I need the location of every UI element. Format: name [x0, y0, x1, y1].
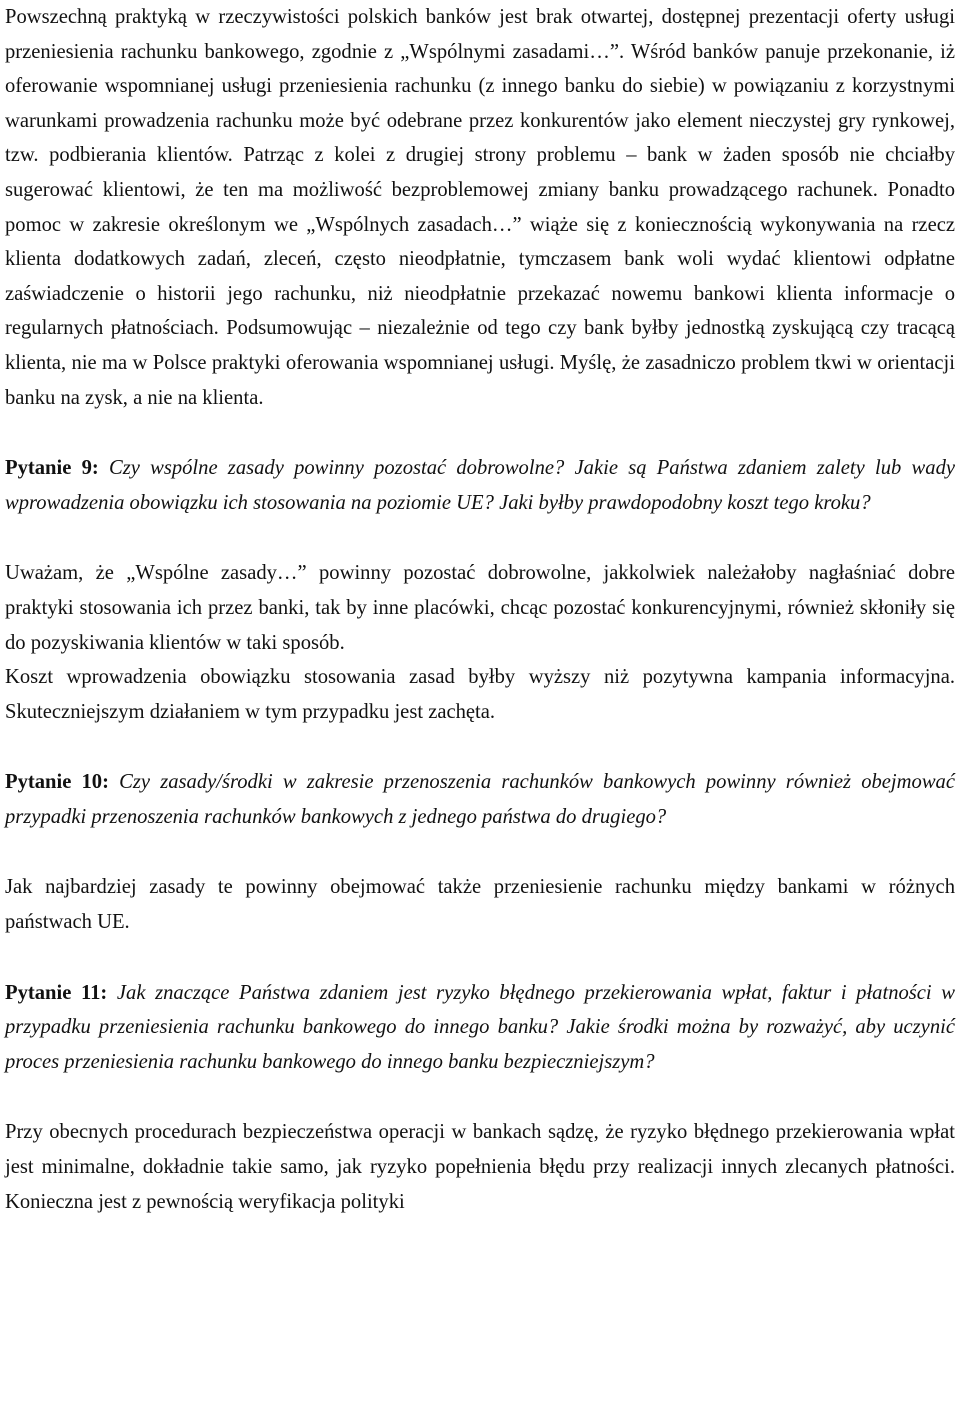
- answer-10-paragraph-1: Jak najbardziej zasady te powinny obejmować także przeniesienie rachunku między bankami w różnych państwach UE.: [5, 876, 955, 934]
- question-11-label: Pytanie 11:: [5, 981, 108, 1004]
- question-9: [5, 451, 955, 520]
- document-page: [5, 0, 955, 1219]
- question-9-text: Czy wspólne zasady powinny pozostać dobrowolne? Jakie są Państwa zdaniem zalety lub wady wprowadzenia obowiązku ich stosowania na poziomie UE? Jaki byłby prawdopodobny koszt tego kroku?: [5, 457, 956, 514]
- question-9-label: Pytanie 9:: [5, 457, 99, 480]
- intro-paragraph: Powszechną praktyką w rzeczywistości polskich banków jest brak otwartej, dostępnej prezentacji oferty usługi przeniesienia rachunku bankowego, zgodnie z „Wspólnymi zasadami…”. Wśród banków panuje przekonanie, iż oferowanie wspomnianej usługi przeniesienia rachunku (z innego banku do siebie) w powiązaniu z korzystnymi warunkami prowadzenia rachunku może być odebrane przez konkurentów jako element nieczystej gry rynkowej, tzw. podbierania klientów. Patrząc z kolei z drugiej strony problemu – bank w żaden sposób nie chciałby sugerować klientowi, że ten ma możliwość bezproblemowej zmiany banku prowadzącego rachunek. Ponadto pomoc w zakresie określonym we „Wspólnych zasadach…” wiąże się z koniecznością wykonywania na rzecz klienta dodatkowych zadań, zleceń, często nieodpłatnie, tymczasem bank woli wydać klientowi odpłatne zaświadczenie o historii jego rachunku, niż nieodpłatnie przekazać nowemu bankowi klienta informacje o regularnych płatnościach. Podsumowując – niezależnie od tego czy bank byłby jednostką zyskującą czy tracącą klienta, nie ma w Polsce praktyki oferowania wspomnianej usługi. Myślę, że zasadniczo problem tkwi w orientacji banku na zysk, a nie na klienta.: [5, 6, 955, 409]
- question-10-label: Pytanie 10:: [5, 771, 109, 794]
- answer-9-paragraph-2: Koszt wprowadzenia obowiązku stosowania zasad byłby wyższy niż pozytywna kampania informacyjna. Skuteczniejszym działaniem w tym przypadku jest zachęta.: [5, 666, 955, 723]
- answer-11-paragraph-1: Przy obecnych procedurach bezpieczeństwa operacji w bankach sądzę, że ryzyko błędnego przekierowania wpłat jest minimalne, dokładnie takie samo, jak ryzyko popełnienia błędu przy realizacji innych zlecanych płatności. Konieczna jest z pewnością weryfikacja polityki: [5, 1121, 955, 1213]
- answer-9-paragraph-1: Uważam, że „Wspólne zasady…” powinny pozostać dobrowolne, jakkolwiek należałoby nagłaśniać dobre praktyki stosowania ich przez banki, tak by inne placówki, chcąc pozostać konkurencyjnymi, również skłoniły się do pozyskiwania klientów w taki sposób.: [5, 562, 955, 654]
- question-10: [5, 765, 955, 834]
- question-10-text: Czy zasady/środki w zakresie przenoszenia rachunków bankowych powinny również obejmować przypadki przenoszenia rachunków bankowych z jednego państwa do drugiego?: [5, 771, 955, 828]
- question-11: [5, 976, 955, 1080]
- question-11-text: Jak znaczące Państwa zdaniem jest ryzyko błędnego przekierowania wpłat, faktur i płatności w przypadku przeniesienia rachunku bankowego do innego banku? Jakie środki można by rozważyć, aby uczynić proces przeniesienia rachunku bankowego do innego banku bezpieczniejszym?: [5, 981, 956, 1073]
